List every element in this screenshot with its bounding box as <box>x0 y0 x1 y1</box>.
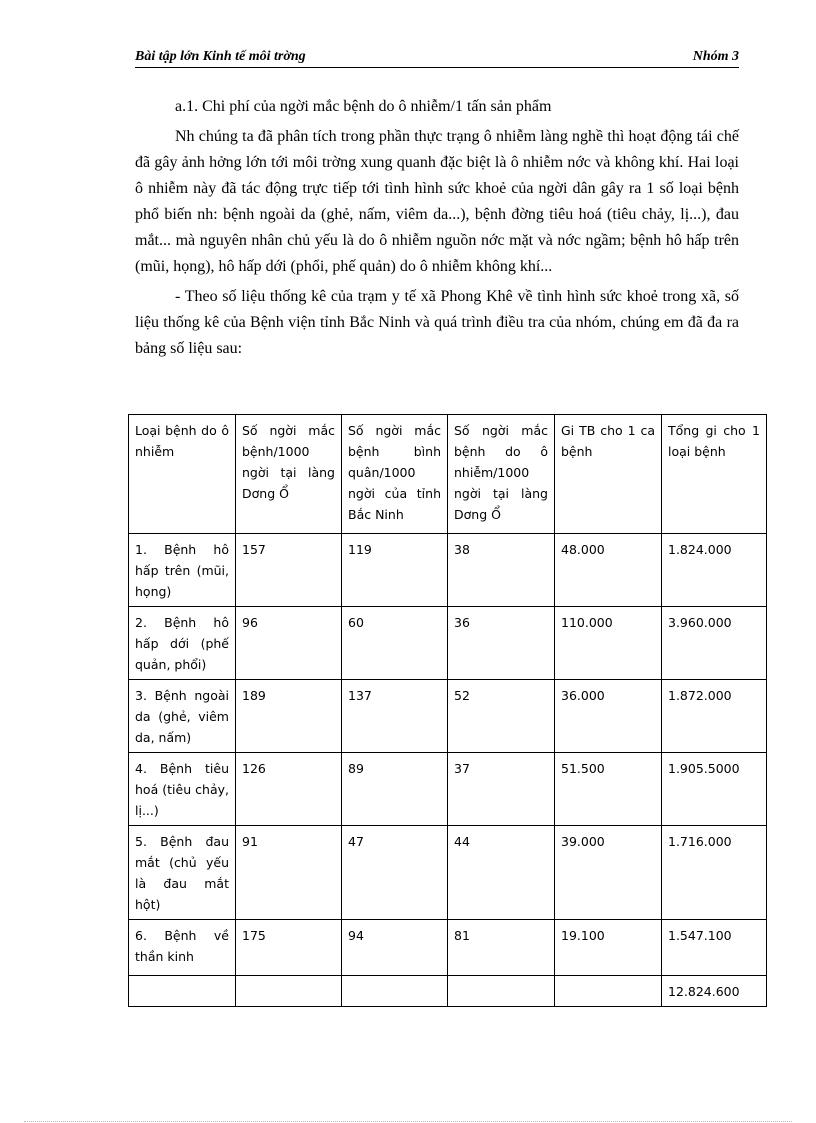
empty-cell <box>555 976 662 1007</box>
table-row <box>129 753 767 826</box>
table-row <box>129 920 767 976</box>
value-cell: 1.905.5000 <box>662 753 767 826</box>
value-cell: 47 <box>342 826 448 920</box>
value-cell: 1.716.000 <box>662 826 767 920</box>
section-title: a.1. Chi phí của ngời mắc bệnh do ô nhiễm/1 tấn sản phẩm <box>175 98 552 115</box>
value-cell: 38 <box>448 534 555 607</box>
disease-cell: 1. Bệnh hô hấp trên (mũi, họng) <box>129 534 236 607</box>
table-row <box>129 826 767 920</box>
disease-cost-table <box>128 414 767 1007</box>
value-cell: 96 <box>236 607 342 680</box>
header-title: Bài tập lớn Kinh tế môi trờng <box>135 49 306 64</box>
disease-cell: 3. Bệnh ngoài da (ghẻ, viêm da, nấm) <box>129 680 236 753</box>
table-header-row <box>129 415 767 534</box>
value-cell: 1.872.000 <box>662 680 767 753</box>
page-header <box>135 49 739 68</box>
value-cell: 39.000 <box>555 826 662 920</box>
value-cell: 110.000 <box>555 607 662 680</box>
disease-cell: 2. Bệnh hô hấp dới (phế quản, phổi) <box>129 607 236 680</box>
value-cell: 1.824.000 <box>662 534 767 607</box>
value-cell: 19.100 <box>555 920 662 976</box>
header-cell: Loại bệnh do ô nhiễm <box>129 415 236 534</box>
value-cell: 189 <box>236 680 342 753</box>
table-total-row <box>129 976 767 1007</box>
value-cell: 3.960.000 <box>662 607 767 680</box>
header-group: Nhóm 3 <box>692 49 739 64</box>
disease-cell: 5. Bệnh đau mắt (chủ yếu là đau mắt hột) <box>129 826 236 920</box>
value-cell: 44 <box>448 826 555 920</box>
table-row <box>129 680 767 753</box>
value-cell: 36 <box>448 607 555 680</box>
value-cell: 1.547.100 <box>662 920 767 976</box>
total-value-cell: 12.824.600 <box>662 976 767 1007</box>
value-cell: 157 <box>236 534 342 607</box>
value-cell: 52 <box>448 680 555 753</box>
empty-cell <box>129 976 236 1007</box>
page-footer-divider <box>24 1121 792 1122</box>
value-cell: 126 <box>236 753 342 826</box>
paragraph-data-source: - Theo số liệu thống kê của trạm y tế xã Phong Khê về tình hình sức khoẻ trong xã, số liệu thống kê của Bệnh viện tỉnh Bắc Ninh và quá trình điều tra của nhóm, chúng em đã đa ra bảng số liệu sau: <box>135 288 739 357</box>
value-cell: 48.000 <box>555 534 662 607</box>
header-cell: Gi TB cho 1 ca bệnh <box>555 415 662 534</box>
empty-cell <box>342 976 448 1007</box>
table-row <box>129 534 767 607</box>
header-cell: Số ngời mắc bệnh do ô nhiễm/1000 ngời tại làng Dơng Ổ <box>448 415 555 534</box>
value-cell: 36.000 <box>555 680 662 753</box>
value-cell: 60 <box>342 607 448 680</box>
value-cell: 94 <box>342 920 448 976</box>
value-cell: 81 <box>448 920 555 976</box>
value-cell: 51.500 <box>555 753 662 826</box>
disease-cell: 4. Bệnh tiêu hoá (tiêu chảy, lị...) <box>129 753 236 826</box>
disease-cell: 6. Bệnh về thần kinh <box>129 920 236 976</box>
paragraph-analysis: Nh chúng ta đã phân tích trong phần thực trạng ô nhiễm làng nghề thì hoạt động tái chế đã gây ảnh hởng lớn tới môi trờng xung quanh đặc biệt là ô nhiễm nớc và không khí. Hai loại ô nhiễm này đã tác động trực tiếp tới tình hình sức khoẻ của ngời dân gây ra 1 số loại bệnh phổ biến nh: bệnh ngoài da (ghẻ, nấm, viêm da...), bệnh đờng tiêu hoá (tiêu chảy, lị...), đau mắt... mà nguyên nhân chủ yếu là do ô nhiễm nguồn nớc mặt và nớc ngầm; bệnh hô hấp trên (mũi, họng), hô hấp dới (phổi, phế quản) do ô nhiễm không khí... <box>135 128 739 275</box>
header-cell: Số ngời mắc bệnh bình quân/1000 ngời của tỉnh Bắc Ninh <box>342 415 448 534</box>
value-cell: 175 <box>236 920 342 976</box>
empty-cell <box>448 976 555 1007</box>
value-cell: 91 <box>236 826 342 920</box>
header-cell: Tổng gi cho 1 loại bệnh <box>662 415 767 534</box>
value-cell: 37 <box>448 753 555 826</box>
value-cell: 119 <box>342 534 448 607</box>
value-cell: 89 <box>342 753 448 826</box>
table-row <box>129 607 767 680</box>
value-cell: 137 <box>342 680 448 753</box>
empty-cell <box>236 976 342 1007</box>
header-cell: Số ngời mắc bệnh/1000 ngời tại làng Dơng Ổ <box>236 415 342 534</box>
body-text <box>135 94 739 366</box>
